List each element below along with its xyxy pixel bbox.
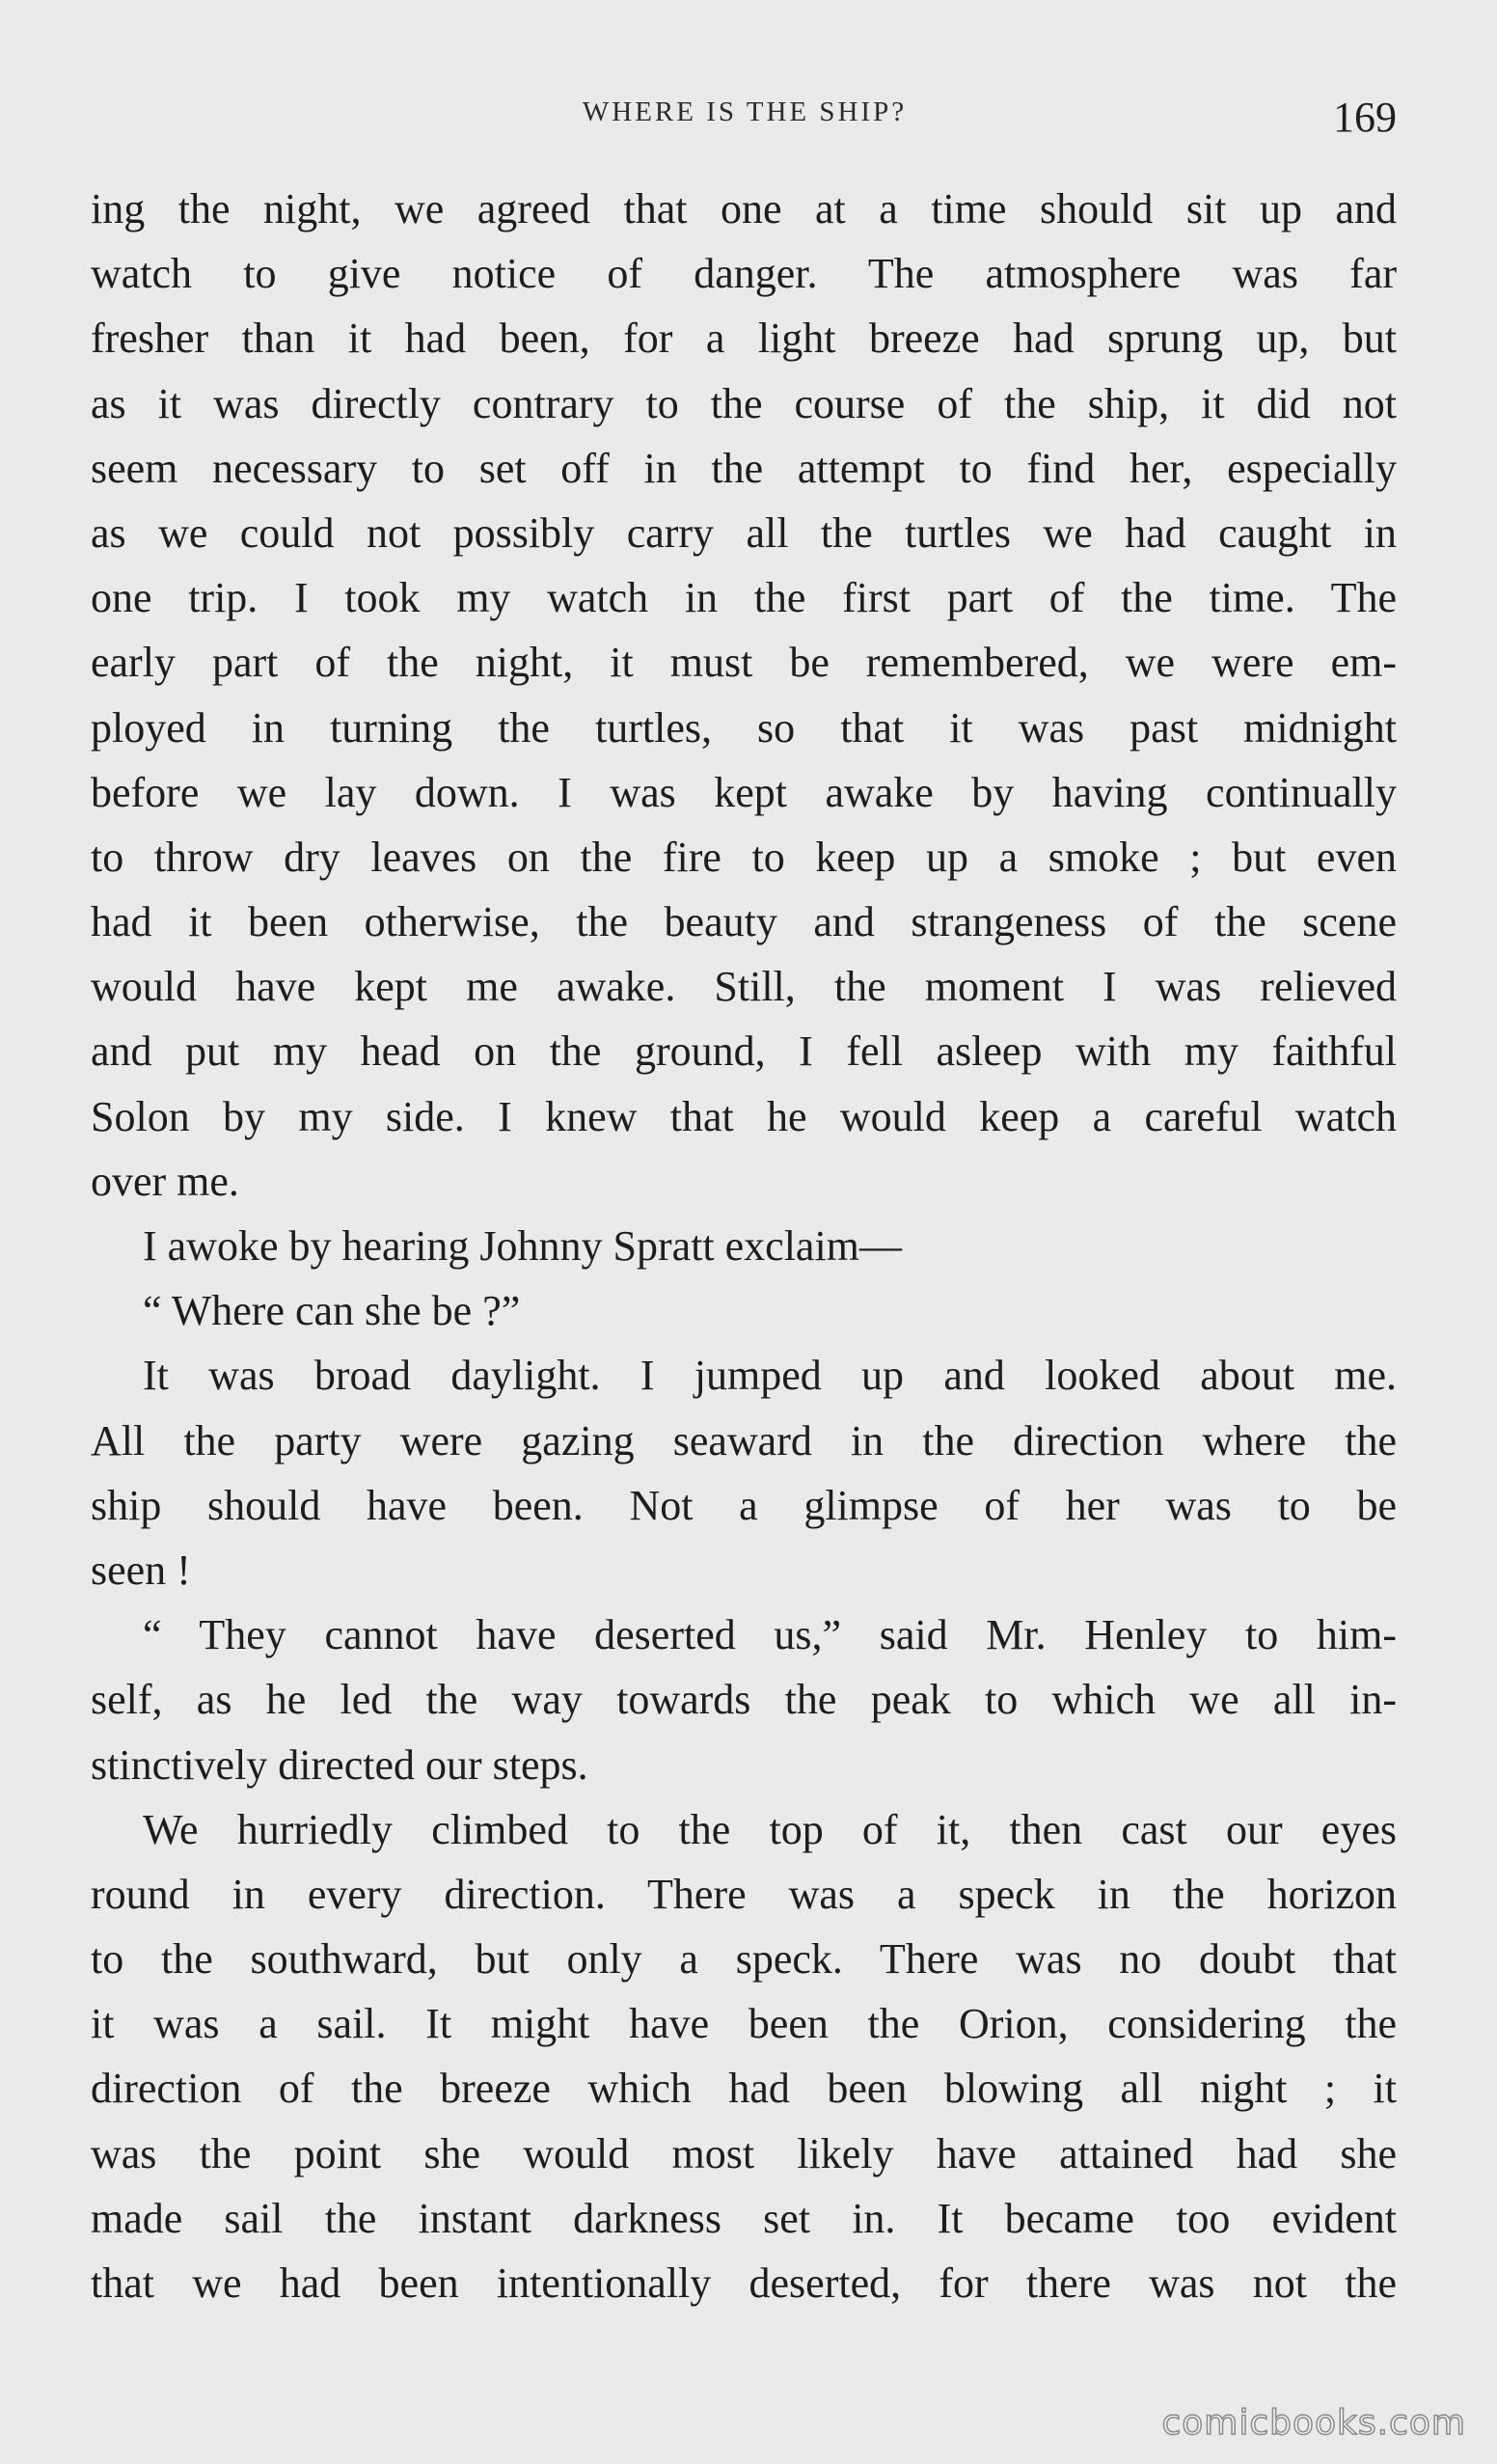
text-line: We hurriedly climbed to the top of it, then cast our eyes — [143, 1805, 1397, 1853]
text-line: “ Where can she be ?” — [143, 1287, 521, 1335]
watermark: comicbooks.com — [1161, 2403, 1466, 2443]
running-head — [93, 93, 1397, 147]
text-line: seem necessary to set off in the attempt to find her, especially — [91, 444, 1397, 492]
text-line: fresher than it had been, for a light breeze had sprung up, but — [91, 315, 1397, 363]
text-line: was the point she would most likely have attained had she — [91, 2129, 1397, 2177]
text-line: direction of the breeze which had been blowing all night ; it — [91, 2065, 1397, 2113]
text-line: early part of the night, it must be remembered, we were em- — [91, 639, 1397, 687]
text-line: would have kept me awake. Still, the moment I was relieved — [91, 963, 1397, 1011]
text-line: and put my head on the ground, I fell asleep with my faithful — [91, 1027, 1397, 1076]
text-line: Solon by my side. I knew that he would keep a careful watch — [91, 1092, 1397, 1140]
text-line: that we had been intentionally deserted, for there was not the — [91, 2259, 1397, 2307]
text-line: self, as he led the way towards the peak to which we all in- — [91, 1676, 1397, 1724]
text-line: before we lay down. I was kept awake by having continually — [91, 768, 1397, 816]
body-text — [91, 177, 1397, 2315]
text-line: stinctively directed our steps. — [91, 1740, 588, 1789]
text-line: round in every direction. There was a speck in the horizon — [91, 1870, 1397, 1918]
text-line: All the party were gazing seaward in the direction where the — [91, 1416, 1397, 1465]
text-line: had it been otherwise, the beauty and strangeness of the scene — [91, 898, 1397, 946]
text-line: to throw dry leaves on the fire to keep up a smoke ; but even — [91, 833, 1397, 881]
text-line: ployed in turning the turtles, so that it was past midnight — [91, 703, 1397, 752]
text-line: one trip. I took my watch in the first part of the time. The — [91, 574, 1397, 622]
running-title: WHERE IS THE SHIP? — [582, 96, 908, 127]
text-line: as we could not possibly carry all the turtles we had caught in — [91, 508, 1397, 557]
text-line: to the southward, but only a speck. There was no doubt that — [91, 1935, 1397, 1984]
text-line: seen ! — [91, 1546, 191, 1594]
text-line: as it was directly contrary to the course of the ship, it did not — [91, 379, 1397, 427]
text-line: it was a sail. It might have been the Orion, considering the — [91, 2000, 1397, 2048]
text-line: ing the night, we agreed that one at a time should sit up and — [91, 185, 1397, 233]
text-line: over me. — [91, 1157, 239, 1205]
text-line: made sail the instant darkness set in. It became too evident — [91, 2194, 1397, 2242]
text-line: ship should have been. Not a glimpse of her was to be — [91, 1481, 1397, 1529]
text-line: It was broad daylight. I jumped up and looked about me. — [143, 1352, 1397, 1400]
text-line: “ They cannot have deserted us,” said Mr. Henley to him- — [143, 1611, 1397, 1659]
page-number: 169 — [1333, 94, 1397, 141]
text-line: watch to give notice of danger. The atmosphere was far — [91, 250, 1397, 298]
text-line: I awoke by hearing Johnny Spratt exclaim— — [143, 1222, 902, 1270]
